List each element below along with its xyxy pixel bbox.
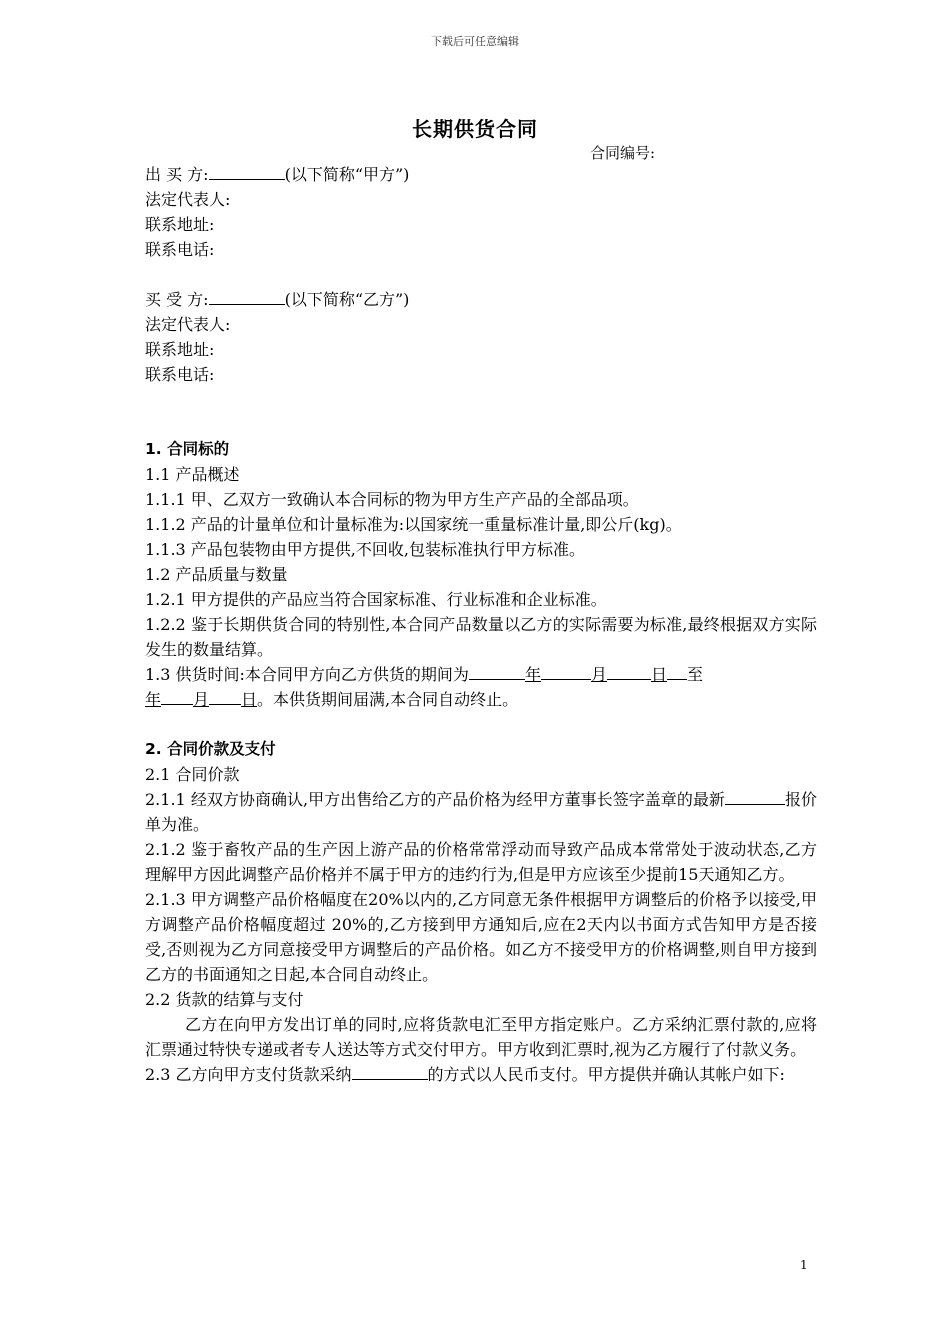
document-title: 长期供货合同 <box>412 117 538 141</box>
clause-1-1-3: 1.1.3 产品包装物由甲方提供,不回收,包装标准执行甲方标准。 <box>145 540 585 559</box>
party-b-suffix: (以下简称“乙方”) <box>284 290 410 309</box>
contract-number-label: 合同编号: <box>590 144 656 162</box>
clause-1-2-2: 1.2.2 鉴于长期供货合同的特别性,本合同产品数量以乙方的实际需要为标准,最终根据双方实际发生的数量结算。 <box>145 615 817 659</box>
start-day-label: 日 <box>650 665 667 684</box>
party-a-rep: 法定代表人: <box>145 190 231 209</box>
party-a-address: 联系地址: <box>145 215 215 234</box>
clause-2-2: 2.2 货款的结算与支付 <box>145 990 304 1009</box>
clause-2-3 <box>145 1062 817 1087</box>
end-day-blank <box>209 687 241 705</box>
clause-1-1-2: 1.1.2 产品的计量单位和计量标准为:以国家统一重量标准计量,即公斤(kg)。 <box>145 515 682 534</box>
party-a-role: 出 买 方: <box>145 165 209 184</box>
clause-2-1: 2.1 合同价款 <box>145 765 240 784</box>
price-list-blank <box>725 787 785 805</box>
clause-2-1-1-text: 2.1.1 经双方协商确认,甲方出售给乙方的产品价格为经甲方董事长签字盖章的最新 <box>145 790 725 809</box>
start-month-blank <box>541 662 591 680</box>
section-1-heading: 1. 合同标的 <box>145 440 230 458</box>
clause-1-3-cont <box>145 687 817 712</box>
party-b-name-blank <box>209 287 285 305</box>
clause-2-1-1-tail: 报价单为准。 <box>145 790 817 834</box>
party-a-line <box>145 162 817 187</box>
clause-1-3-text: 1.3 供货时间:本合同甲方向乙方供货的期间为 <box>145 665 469 684</box>
clause-1-1-1: 1.1.1 甲、乙双方一致确认本合同标的物为甲方生产产品的全部品项。 <box>145 490 639 509</box>
start-year-label: 年 <box>524 665 541 684</box>
spacer <box>145 262 817 287</box>
end-day-label: 日 <box>241 690 258 709</box>
spacer <box>145 387 817 437</box>
period-to-label: 至 <box>686 665 703 684</box>
clause-2-3-tail: 的方式以人民币支付。甲方提供并确认其帐户如下: <box>427 1065 785 1084</box>
payment-method-blank <box>352 1062 428 1080</box>
page-number: 1 <box>800 1258 808 1272</box>
party-b-rep: 法定代表人: <box>145 315 231 334</box>
party-a-suffix: (以下简称“甲方”) <box>284 165 410 184</box>
party-b-line <box>145 287 817 312</box>
party-b-phone: 联系电话: <box>145 365 215 384</box>
clause-1-3-tail: 。本供货期间届满,本合同自动终止。 <box>257 690 519 709</box>
clause-2-3-text: 2.3 乙方向甲方支付货款采纳 <box>145 1065 352 1084</box>
clause-1-2: 1.2 产品质量与数量 <box>145 565 288 584</box>
section-2-heading: 2. 合同价款及支付 <box>145 740 276 758</box>
party-a-name-blank <box>209 162 285 180</box>
end-month-label: 月 <box>193 690 210 709</box>
document-body <box>145 162 817 1087</box>
start-month-label: 月 <box>590 665 607 684</box>
clause-2-2-paragraph: 乙方在向甲方发出订单的同时,应将货款电汇至甲方指定账户。乙方采纳汇票付款的,应将汇票通过特快专递或者专人送达等方式交付甲方。甲方收到汇票时,视为乙方履行了付款义务。 <box>145 1015 817 1059</box>
start-year-blank <box>469 662 525 680</box>
clause-2-1-2: 2.1.2 鉴于畜牧产品的生产因上游产品的价格常常浮动而导致产品成本常常处于波动状态,乙方理解甲方因此调整产品价格并不属于甲方的违约行为,但是甲方应该至少提前15天通知乙方。 <box>145 840 817 884</box>
clause-1-2-1: 1.2.1 甲方提供的产品应当符合国家标准、行业标准和企业标准。 <box>145 590 607 609</box>
clause-1-3 <box>145 662 817 687</box>
start-day-tail-blank <box>667 662 687 680</box>
start-day-blank <box>607 662 651 680</box>
header-note: 下载后可任意编辑 <box>431 35 519 48</box>
clause-2-1-1 <box>145 787 817 837</box>
clause-1-1: 1.1 产品概述 <box>145 465 240 484</box>
clause-2-1-3: 2.1.3 甲方调整产品价格幅度在20%以内的,乙方同意无条件根据甲方调整后的价格予以接受,甲方调整产品价格幅度超过 20%的,乙方接到甲方通知后,应在2天内以书面方式告知甲方是否接受,否则视为乙方同意接受甲方调整后的产品价格。如乙方不接受甲方的价格调整,则自甲方接到乙方的书面通知之日起,本合同自动终止。 <box>145 890 817 984</box>
end-month-blank <box>161 687 193 705</box>
spacer <box>145 712 817 737</box>
party-b-role: 买 受 方: <box>145 290 209 309</box>
party-a-phone: 联系电话: <box>145 240 215 259</box>
end-year-label: 年 <box>145 690 162 709</box>
party-b-address: 联系地址: <box>145 340 215 359</box>
